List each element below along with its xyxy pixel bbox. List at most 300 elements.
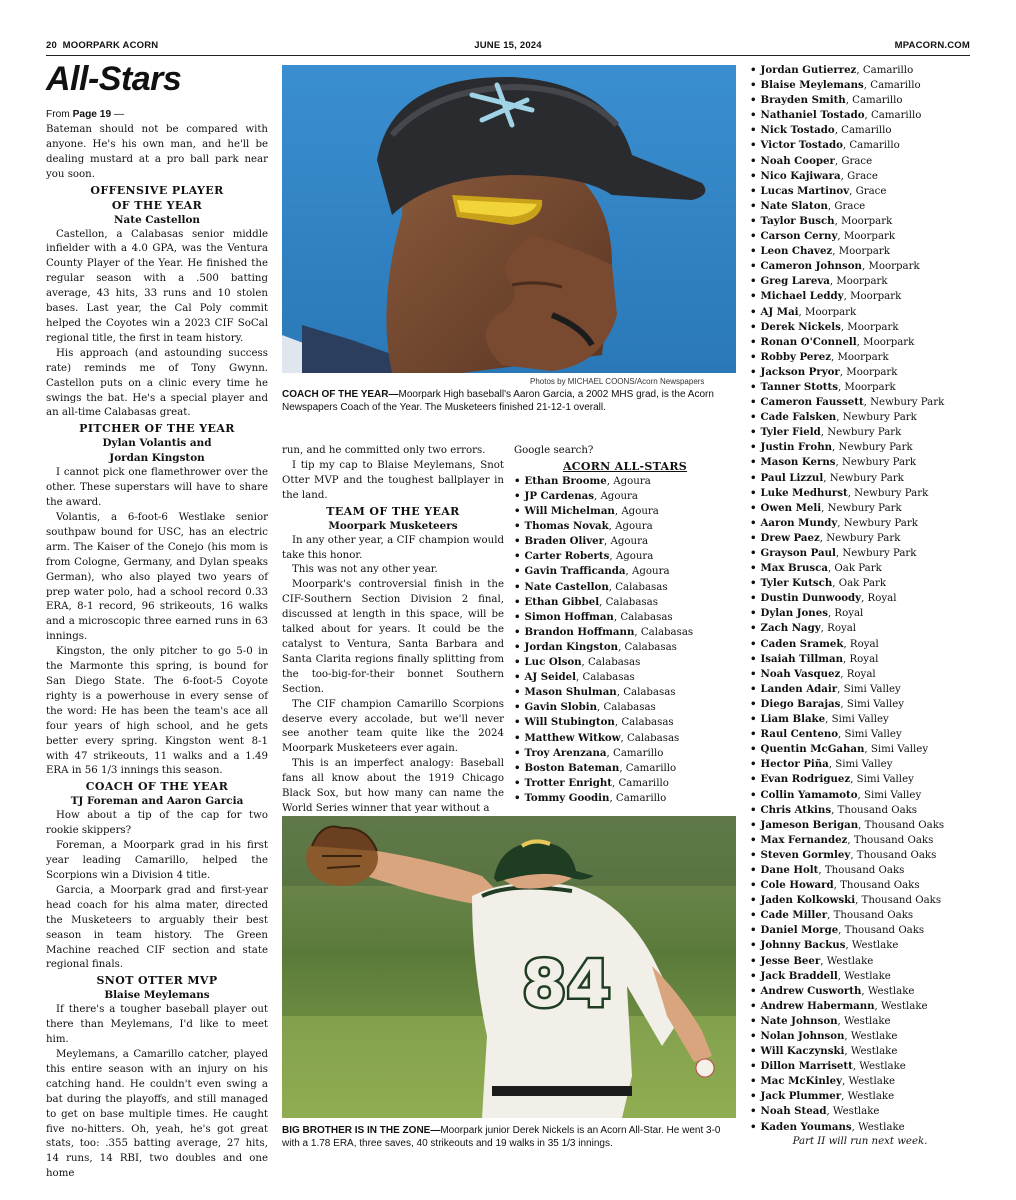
player-school: , Westlake <box>841 1091 895 1103</box>
all-star-entry <box>750 788 970 803</box>
bullet: • <box>514 565 521 578</box>
player-school: , Agoura <box>609 551 654 563</box>
player-school: , Westlake <box>861 985 915 997</box>
player-name: Dillon Marrisett <box>760 1060 853 1073</box>
paragraph: This is an imperfect analogy: Baseball fans all know about the 1919 Chicago Black Sox, but how many can name the World Series winner that year without a <box>282 758 504 814</box>
paragraph: I cannot pick one flamethrower over the other. These superstars will have to share the award. <box>46 467 268 509</box>
all-star-entry <box>750 1059 970 1074</box>
bullet: • <box>750 577 757 590</box>
player-name: Dane Holt <box>760 863 819 876</box>
all-star-entry <box>750 757 970 772</box>
player-school: , Camarillo <box>606 747 664 759</box>
player-name: Carter Roberts <box>524 550 610 563</box>
section-heading: SNOT OTTER MVP <box>96 974 218 988</box>
player-name: Zach Nagy <box>760 622 821 635</box>
player-school: , Royal <box>840 668 876 680</box>
bullet: • <box>750 939 757 952</box>
bullet: • <box>750 924 757 937</box>
bullet: • <box>514 761 521 774</box>
player-school: , Calabasas <box>608 581 668 593</box>
all-star-entry <box>750 1120 970 1135</box>
bullet: • <box>750 622 757 635</box>
all-star-entry <box>750 455 970 470</box>
player-school: , Camarillo <box>842 140 900 152</box>
player-school: , Moorpark <box>839 366 898 378</box>
player-school: , Simi Valley <box>864 744 929 756</box>
all-star-entry <box>750 169 970 184</box>
player-name: Kaden Youmans <box>760 1120 852 1133</box>
bullet: • <box>514 550 521 563</box>
bullet: • <box>750 713 757 726</box>
player-name: Ronan O'Connell <box>760 335 857 348</box>
all-star-entry <box>750 425 970 440</box>
player-school: , Agoura <box>614 506 659 518</box>
player-name: Liam Blake <box>760 713 826 726</box>
player-name: Matthew Witkow <box>524 731 621 744</box>
all-star-entry <box>514 580 736 595</box>
player-name: Jaden Kolkowski <box>760 894 856 907</box>
bullet: • <box>750 516 757 529</box>
all-star-entry <box>750 908 970 923</box>
player-name: Steven Gormley <box>760 848 851 861</box>
bullet: • <box>750 1045 757 1058</box>
player-name: Cade Falsken <box>760 411 837 424</box>
player-name: Tommy Goodin <box>524 791 610 804</box>
player-school: , Camarillo <box>611 777 669 789</box>
bullet: • <box>750 1014 757 1027</box>
bullet: • <box>750 667 757 680</box>
player-school: , Thousand Oaks <box>833 880 920 892</box>
section-heading: PITCHER OF THE YEAR <box>79 422 235 436</box>
player-school: , Agoura <box>593 491 638 502</box>
player-name: Justin Frohn <box>760 441 833 454</box>
player-name: Nick Tostado <box>760 124 835 137</box>
bullet: • <box>750 139 757 152</box>
bullet: • <box>750 335 757 348</box>
paragraph: Garcia, a Moorpark grad and first-year head coach for his alma mater, directed the Musketeers to arguably their best season in team history. The Green Machine reached CIF section and state regional finals. <box>46 884 268 971</box>
all-star-entry <box>750 561 970 576</box>
paragraph: How about a tip of the cap for two rookie skippers? <box>46 810 268 837</box>
player-school: , Thousand Oaks <box>818 864 905 876</box>
all-star-entry <box>750 652 970 667</box>
column-1 <box>46 108 268 1182</box>
paragraph: Moorpark's controversial finish in the CIF-Southern Section Division 2 final, discussed at length in this space, will be talked about for years. It could be the catalyst to Ventura, Santa Barbara and Santa Clarita regions finally splitting from the too-big-for-their bonnet Southern Section. <box>282 579 504 695</box>
bullet: • <box>750 697 757 710</box>
all-stars-list <box>514 474 736 806</box>
all-stars-list-continued <box>750 63 970 1135</box>
all-star-entry <box>514 504 736 519</box>
bullet: • <box>514 625 521 638</box>
all-star-entry <box>750 78 970 93</box>
player-name: Ethan Gibbel <box>524 595 600 608</box>
player-name: Lucas Martinov <box>760 184 850 197</box>
section-heading: OF THE YEAR <box>111 198 203 212</box>
all-star-entry <box>750 123 970 138</box>
player-name: Trotter Enright <box>524 776 612 789</box>
player-name: Daniel Morge <box>760 924 839 937</box>
player-name: Grayson Paul <box>760 547 836 559</box>
player-school: , Camarillo <box>856 65 914 76</box>
player-name: AJ Seidel <box>524 671 576 684</box>
all-star-entry <box>514 640 736 655</box>
player-name: Luke Medhurst <box>760 486 848 499</box>
all-star-entry <box>750 108 970 123</box>
player-school: , Calabasas <box>620 732 680 744</box>
bullet: • <box>514 520 521 533</box>
player-school: , Westlake <box>874 1000 928 1012</box>
player-school: , Newbury Park <box>847 487 929 499</box>
pitcher-photo <box>282 816 736 1118</box>
all-star-entry <box>750 1074 970 1089</box>
all-star-entry <box>750 712 970 727</box>
player-name: Boston Bateman <box>524 761 620 774</box>
player-school: , Newbury Park <box>820 427 902 439</box>
player-name: Blaise Meylemans <box>760 79 864 92</box>
player-name: Braden Oliver <box>524 535 605 548</box>
all-star-entry <box>750 380 970 395</box>
bullet: • <box>750 1060 757 1073</box>
bullet: • <box>750 124 757 137</box>
bullet: • <box>750 169 757 182</box>
bullet: • <box>514 791 521 804</box>
player-school: , Thousand Oaks <box>831 804 918 816</box>
player-school: , Moorpark <box>798 306 857 318</box>
player-school: , Moorpark <box>829 276 888 288</box>
player-name: Jordan Kingston <box>524 640 619 653</box>
section-heading: COACH OF THE YEAR <box>85 780 229 794</box>
player-school: , Simi Valley <box>850 774 914 786</box>
pitcher-photo-image <box>282 816 736 1118</box>
bullet: • <box>750 411 757 424</box>
paragraph: Kingston, the only pitcher to go 5-0 in the Marmonte this spring, is bound for San Diego State. The 6-foot-5 Coyote righty is a powerhouse in every sense of the word: He has been the team's ace all four years of high school, and he gets better every spring. Kingston went 8-1 with 47 strikeouts, 11 walks and a 1.49 ERA in 56 1/3 innings this season. <box>46 646 268 777</box>
all-star-entry <box>750 410 970 425</box>
all-star-entry <box>514 489 736 504</box>
player-school: , Thousand Oaks <box>838 925 925 937</box>
bullet: • <box>514 474 521 487</box>
paragraph: If there's a tougher baseball player out there than Meylemans, I'd like to meet him. <box>46 1004 268 1046</box>
player-name: Jesse Beer <box>760 954 821 967</box>
player-name: Jack Plummer <box>760 1090 842 1103</box>
bullet: • <box>750 94 757 107</box>
all-star-entry <box>750 365 970 380</box>
player-school: , Moorpark <box>840 321 899 333</box>
all-star-entry <box>750 1089 970 1104</box>
player-school: , Royal <box>827 608 864 620</box>
all-stars-heading: ACORN ALL-STARS <box>562 459 688 473</box>
player-school: , Simi Valley <box>840 698 905 710</box>
player-name: Andrew Cusworth <box>760 984 862 997</box>
paragraph: Meylemans, a Camarillo catcher, played this entire season with an injury on his catching hand. He couldn't even swing a bat during the playoffs, and still managed to get on base multiple times. He caught five no-hitters. Oh, yeah, he's got great stats, too: .355 batting average, 27 hits, 14 runs, 14 RBI, two doubles and one home <box>46 1049 268 1180</box>
all-star-entry <box>750 878 970 893</box>
player-school: , Royal <box>820 623 857 635</box>
bullet: • <box>514 701 521 714</box>
bullet: • <box>750 743 757 756</box>
player-school: , Simi Valley <box>837 683 901 695</box>
player-name: Max Brusca <box>760 562 828 575</box>
player-school: , Newbury Park <box>819 532 901 544</box>
paper-name: MOORPARK ACORN <box>62 40 159 51</box>
award-winner: Jordan Kingston <box>109 452 205 465</box>
player-school: , Camarillo <box>834 125 892 137</box>
player-school: , Agoura <box>625 566 670 578</box>
all-star-entry <box>514 776 736 791</box>
site-link[interactable]: MPACORN.COM <box>894 40 970 51</box>
player-school: , Agoura <box>606 475 651 487</box>
player-name: Mason Kerns <box>760 456 836 469</box>
player-school: , Calabasas <box>581 657 641 669</box>
player-name: Mason Shulman <box>524 686 617 699</box>
all-star-entry <box>750 954 970 969</box>
player-name: Owen Meli <box>760 501 822 514</box>
paragraph: Foreman, a Moorpark grad in his first year leading Camarillo, helped the Scorpions win a Division 4 title. <box>46 840 268 881</box>
bullet: • <box>750 818 757 831</box>
player-name: Jack Braddell <box>760 969 838 982</box>
player-school: , Newbury Park <box>821 502 902 514</box>
bullet: • <box>750 64 757 76</box>
player-name: Quentin McGahan <box>760 743 865 756</box>
player-name: Jackson Pryor <box>760 365 840 378</box>
jersey-number: 84 <box>522 948 612 1022</box>
bullet: • <box>514 656 521 669</box>
all-star-entry <box>750 259 970 274</box>
paragraph: Google search? <box>514 445 594 456</box>
player-school: , Westlake <box>845 940 899 952</box>
player-name: Aaron Mundy <box>760 516 838 529</box>
player-school: , Westlake <box>820 955 874 967</box>
all-star-entry <box>750 305 970 320</box>
player-name: Derek Nickels <box>760 320 841 333</box>
column-3 <box>514 444 736 806</box>
player-name: Leon Chavez <box>760 245 833 258</box>
player-school: , Oak Park <box>827 563 882 575</box>
all-star-entry <box>750 395 970 410</box>
player-name: Tyler Field <box>760 426 821 439</box>
paragraph: Volantis, a 6-foot-6 Westlake senior southpaw bound for USC, has an electric arm. The Kaiser of the Conejo (his mom is from Cologne, Germany, and Dylan speaks German), who also played two years of prep water polo, had a school record 0.33 ERA, 8-1 record, 96 strikeouts, 16 walks and a microscopic three earned runs in 63 innings. <box>46 512 268 643</box>
bullet: • <box>750 79 757 92</box>
player-name: Isaiah Tillman <box>760 652 844 665</box>
bullet: • <box>750 214 757 227</box>
player-school: , Westlake <box>844 1031 898 1042</box>
player-name: Hector Piña <box>760 758 829 771</box>
all-star-entry <box>514 700 736 715</box>
player-name: Robby Perez <box>760 350 831 363</box>
player-name: Taylor Busch <box>760 214 835 227</box>
bullet: • <box>750 1120 757 1133</box>
player-name: Greg Lareva <box>760 275 830 288</box>
all-star-entry <box>750 138 970 153</box>
player-name: Landen Adair <box>760 682 838 695</box>
player-school: , Calabasas <box>616 687 676 699</box>
player-school: , Grace <box>834 155 873 167</box>
all-star-entry <box>514 595 736 610</box>
player-name: Chris Atkins <box>760 803 832 816</box>
player-school: , Camarillo <box>609 792 667 804</box>
all-star-entry <box>750 471 970 486</box>
bullet: • <box>750 305 757 318</box>
all-star-entry <box>750 440 970 455</box>
bullet: • <box>514 505 521 518</box>
all-star-entry <box>514 655 736 670</box>
bullet: • <box>750 441 757 454</box>
bullet: • <box>750 396 757 409</box>
player-school: , Calabasas <box>618 641 677 653</box>
coach-photo <box>282 65 736 373</box>
player-school: , Thousand Oaks <box>850 849 937 861</box>
player-name: AJ Mai <box>760 305 799 318</box>
player-name: Diego Barajas <box>760 697 841 710</box>
player-school: , Calabasas <box>634 626 694 638</box>
all-star-entry <box>514 731 736 746</box>
bullet: • <box>514 595 521 608</box>
all-star-entry <box>750 93 970 108</box>
player-school: , Camarillo <box>619 762 677 774</box>
player-name: Drew Paez <box>760 531 820 544</box>
bullet: • <box>514 671 521 684</box>
player-school: , Calabasas <box>613 611 673 623</box>
bullet: • <box>750 788 757 801</box>
photo-credit: Photos by MICHAEL COONS/Acorn Newspapers <box>530 377 705 386</box>
player-school: , Moorpark <box>832 246 890 258</box>
bullet: • <box>750 758 757 771</box>
paragraph: The CIF champion Camarillo Scorpions deserve every accolade, but we'll never see another team quite like the 2024 Moorpark Musketeers ever again. <box>282 698 504 755</box>
player-school: , Newbury Park <box>823 472 904 484</box>
all-star-entry <box>750 1029 970 1044</box>
all-star-entry <box>750 591 970 606</box>
all-star-entry <box>750 1104 970 1119</box>
player-name: Thomas Novak <box>524 520 609 533</box>
player-name: Will Stubington <box>524 716 615 729</box>
player-name: Caden Sramek <box>760 637 844 650</box>
bullet: • <box>514 580 521 593</box>
player-school: , Royal <box>861 593 897 605</box>
baseball <box>696 1059 714 1077</box>
player-name: Johnny Backus <box>760 939 846 952</box>
player-school: , Camarillo <box>864 110 922 122</box>
player-school: , Grace <box>827 200 866 212</box>
all-star-entry <box>750 289 970 304</box>
player-name: Max Fernandez <box>760 833 848 846</box>
player-name: Cade Miller <box>760 909 828 922</box>
bullet: • <box>750 682 757 695</box>
bullet: • <box>750 909 757 922</box>
player-school: , Calabasas <box>599 596 658 608</box>
player-name: Noah Stead <box>760 1105 827 1118</box>
player-name: Evan Rodriguez <box>760 773 851 786</box>
player-name: Raul Centeno <box>760 728 839 741</box>
column-4 <box>750 63 970 1150</box>
bullet: • <box>750 426 757 439</box>
bullet: • <box>750 592 757 605</box>
player-school: , Moorpark <box>837 381 896 393</box>
bullet: • <box>750 471 757 484</box>
player-name: Cameron Faussett <box>760 396 864 409</box>
player-school: , Simi Valley <box>857 789 922 801</box>
caption-text: Moorpark High baseball's Aaron Garcia, a 2002 MHS grad, is the Acorn Newspapers Coach of the Year. The Musketeers finished 21-12-1 overall. <box>282 389 714 413</box>
all-star-entry <box>750 969 970 984</box>
all-star-entry <box>750 63 970 78</box>
all-star-entry <box>514 715 736 730</box>
player-school: , Simi Valley <box>828 759 893 771</box>
bullet: • <box>750 1030 757 1042</box>
player-school: , Calabasas <box>575 672 635 684</box>
award-winner: Blaise Meylemans <box>104 989 210 1002</box>
player-school: , Agoura <box>604 536 649 548</box>
bullet: • <box>750 1075 757 1088</box>
bullet: • <box>750 199 757 212</box>
paragraph: His approach (and astounding success rate) reminds me of Tony Gwynn. Castellon puts on a clinic every time he swings the bat. He's a special player and an all-time Calabasas great. <box>46 347 268 419</box>
all-star-entry <box>750 818 970 833</box>
bullet: • <box>514 535 521 548</box>
paragraph: Bateman should not be compared with anyone. He's his own man, and he'll be dealing mustard at a pro ball park near you soon. <box>46 123 268 180</box>
all-star-entry <box>750 154 970 169</box>
issue-date: JUNE 15, 2024 <box>474 40 542 51</box>
header-rule <box>46 55 970 56</box>
player-school: , Westlake <box>844 1046 898 1058</box>
bullet: • <box>750 833 757 846</box>
bullet: • <box>514 686 521 699</box>
bullet: • <box>750 531 757 544</box>
player-school: , Moorpark <box>831 351 889 363</box>
player-school: , Newbury Park <box>835 548 917 559</box>
bullet: • <box>750 547 757 559</box>
all-star-entry <box>750 516 970 531</box>
bullet: • <box>750 109 757 122</box>
paragraph: Castellon, a Calabasas senior middle infielder with a 4.0 GPA, was the Ventura County Player of the Year. He finished the regular season with a .500 batting average, 43 hits, 33 runs and 10 stolen bases. Last year, the Cal Poly commit helped the Coyotes win a 2023 CIF SoCal regional title, the first in team history. <box>46 228 268 344</box>
bullet: • <box>750 954 757 967</box>
caption-head: COACH OF THE YEAR— <box>282 389 399 400</box>
player-school: , Westlake <box>837 1015 891 1027</box>
page-title: All-Stars <box>46 60 182 98</box>
player-name: Michael Leddy <box>760 290 844 303</box>
continued-page[interactable]: Page 19 <box>72 109 112 120</box>
player-school: , Moorpark <box>861 261 920 273</box>
bullet: • <box>750 380 757 393</box>
player-name: Jordan Gutierrez <box>760 64 857 76</box>
bullet: • <box>750 365 757 378</box>
bullet: • <box>750 879 757 892</box>
award-winner: Dylan Volantis and <box>102 437 212 450</box>
player-name: Brandon Hoffmann <box>524 625 635 638</box>
all-star-entry <box>750 501 970 516</box>
all-star-entry <box>514 791 736 806</box>
column-2 <box>282 444 504 817</box>
award-winner: Nate Castellon <box>114 213 200 226</box>
player-name: Paul Lizzul <box>760 471 824 484</box>
player-school: , Grace <box>849 185 887 197</box>
player-school: , Camarillo <box>863 80 921 92</box>
bullet: • <box>750 984 757 997</box>
player-school: , Royal <box>843 638 879 650</box>
player-school: , Newbury Park <box>835 457 917 469</box>
player-name: Victor Tostado <box>760 139 843 152</box>
all-star-entry <box>750 1014 970 1029</box>
all-star-entry <box>750 803 970 818</box>
all-star-entry <box>750 863 970 878</box>
all-star-entry <box>750 184 970 199</box>
all-star-entry <box>750 606 970 621</box>
bullet: • <box>750 501 757 514</box>
all-star-entry <box>750 274 970 289</box>
bullet: • <box>514 776 521 789</box>
bullet: • <box>750 652 757 665</box>
all-star-entry <box>750 531 970 546</box>
player-school: , Simi Valley <box>838 729 902 741</box>
all-star-entry <box>750 546 970 561</box>
bullet: • <box>514 610 521 623</box>
all-star-entry <box>514 610 736 625</box>
bullet: • <box>750 350 757 363</box>
player-name: Nate Johnson <box>760 1014 838 1027</box>
